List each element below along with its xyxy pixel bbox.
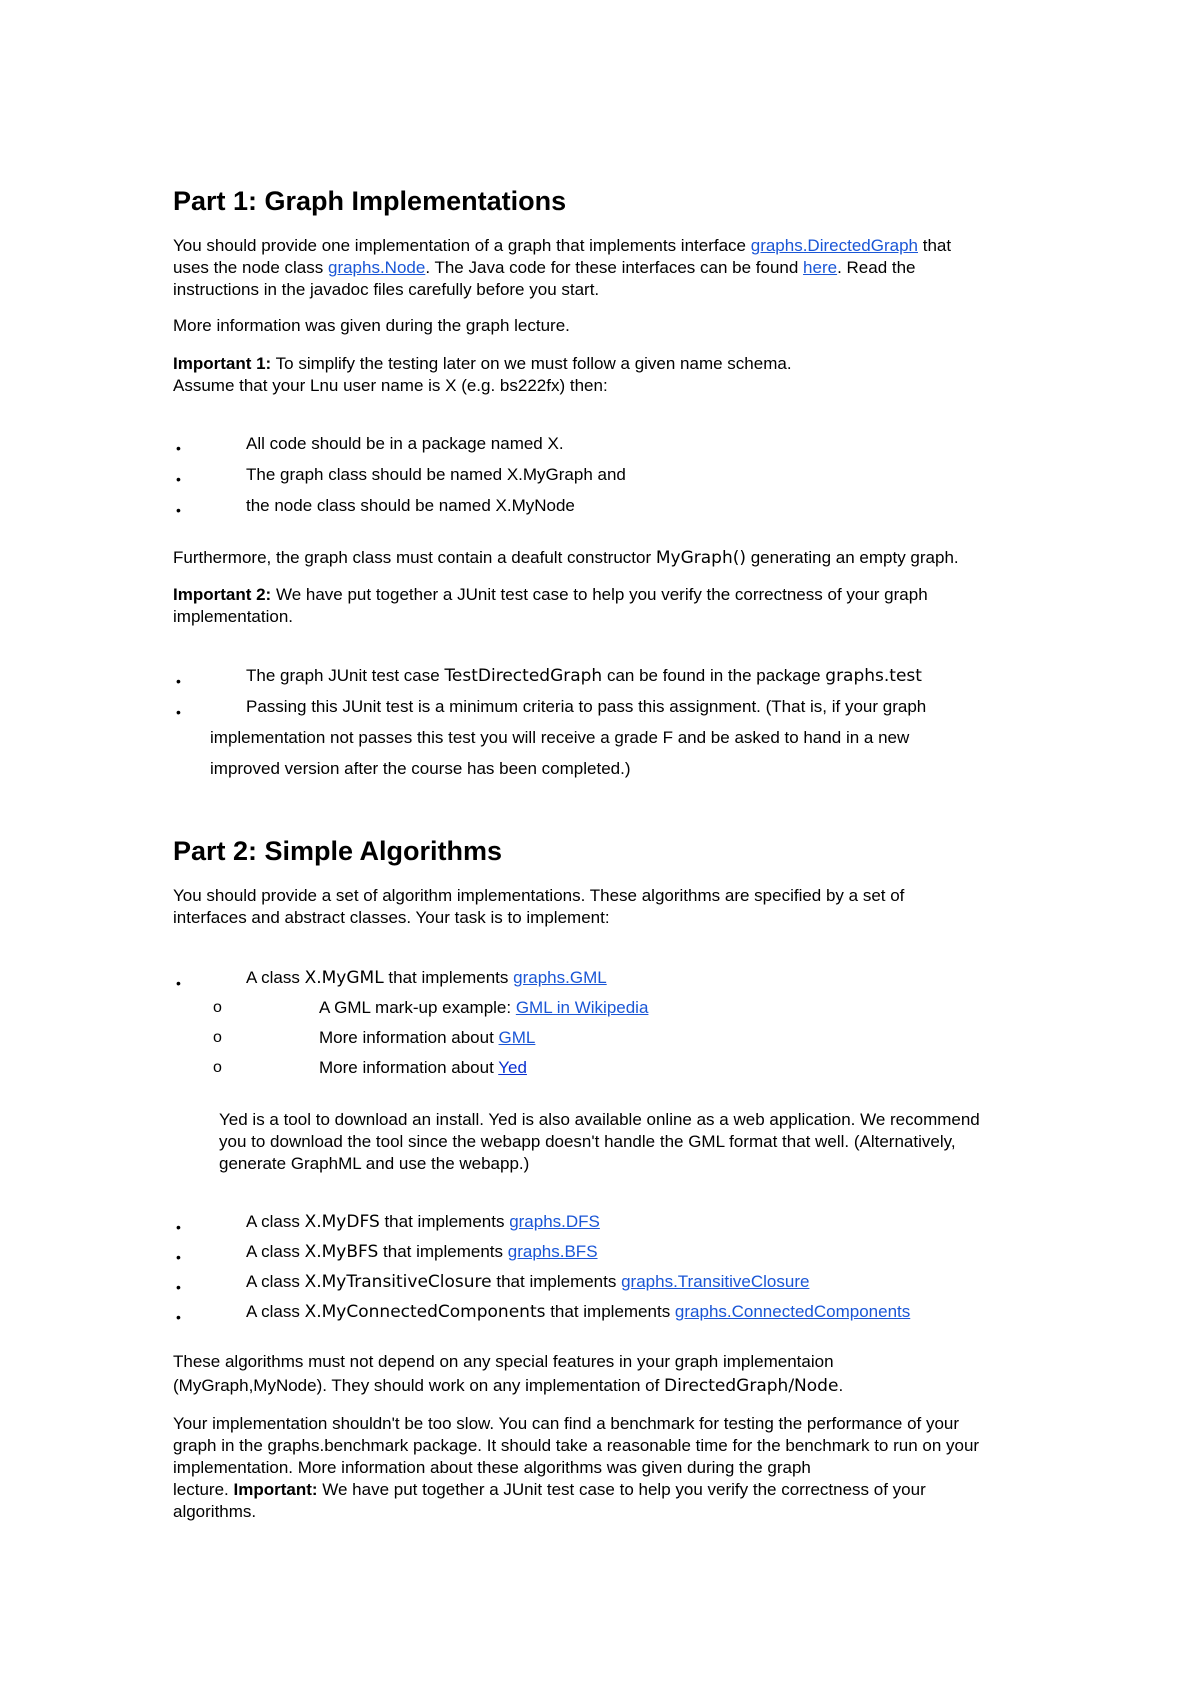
code-mygraph: MyGraph() [655, 548, 746, 568]
link-graphs-transitiveclosure[interactable]: graphs.TransitiveClosure [621, 1272, 810, 1291]
class-bullet-connected-components [246, 1302, 910, 1322]
text: that implements [378, 1242, 508, 1261]
junit-bullet-2-line2: implementation not passes this test you will receive a grade F and be asked to hand in a new [210, 728, 910, 747]
part1-p1-line3: instructions in the javadoc files carefully before you start. [173, 280, 600, 299]
text: A class [246, 1212, 305, 1231]
text: A class [246, 1302, 305, 1321]
text: More information about [319, 1028, 499, 1047]
class-bullet-bfs [246, 1242, 598, 1262]
text: . Read the [837, 258, 916, 277]
text: (MyGraph,MyNode). They should work on any implementation of [173, 1376, 665, 1395]
text: A class [246, 1272, 305, 1291]
depend-line2 [173, 1376, 843, 1396]
yed-paragraph-line2: you to download the tool since the webapp doesn't handle the GML format that well. (Alternatively, [219, 1132, 956, 1151]
junit-bullet-2-line3: improved version after the course has been completed.) [210, 759, 631, 778]
bullet: • [176, 704, 181, 720]
junit-bullet-1 [246, 666, 922, 686]
perf-line5: algorithms. [173, 1502, 257, 1521]
link-here[interactable]: here [803, 258, 838, 277]
text: . The Java code for these interfaces can be found [425, 258, 804, 277]
sub-item-gml-info [319, 1028, 535, 1048]
text: The graph JUnit test case [246, 666, 445, 685]
junit-bullet-2-line1: Passing this JUnit test is a minimum criteria to pass this assignment. (That is, if your graph [246, 697, 927, 716]
text: lecture. [173, 1480, 234, 1499]
text: generating an empty graph. [745, 548, 959, 567]
part1-p2: More information was given during the graph lecture. [173, 316, 570, 335]
circle-bullet: o [213, 999, 222, 1016]
part2-heading: Part 2: Simple Algorithms [173, 836, 503, 866]
code-testdirectedgraph: TestDirectedGraph [444, 666, 603, 686]
link-directedgraph[interactable]: graphs.DirectedGraph [750, 236, 918, 255]
furthermore-paragraph [173, 548, 959, 568]
code-mygml: X.MyGML [304, 968, 384, 988]
text: We have put together a JUnit test case to help you verify the correctness of your [317, 1480, 926, 1499]
code-mybfs: X.MyBFS [304, 1242, 379, 1262]
perf-line2: graph in the graphs.benchmark package. It should take a reasonable time for the benchmark to run on your [173, 1436, 980, 1455]
important1-line2: Assume that your Lnu user name is X (e.g. bs222fx) then: [173, 376, 608, 395]
class-bullet-dfs [246, 1212, 600, 1232]
important2-line1 [173, 585, 928, 605]
bullet1-item: All code should be in a package named X. [246, 434, 564, 453]
circle-bullet: o [213, 1059, 222, 1076]
code-mydfs: X.MyDFS [304, 1212, 380, 1232]
link-graphs-gml[interactable]: graphs.GML [513, 968, 607, 987]
sub-item-gml-example [319, 998, 648, 1018]
code-myconnectedcomponents: X.MyConnectedComponents [304, 1302, 546, 1322]
text: . [838, 1376, 844, 1395]
text: that implements [383, 968, 514, 987]
bullet1-item: The graph class should be named X.MyGraph and [246, 465, 626, 484]
text: that implements [545, 1302, 675, 1321]
bullet: • [176, 1309, 181, 1325]
important-label: Important: [233, 1480, 318, 1499]
part2-intro-line2: interfaces and abstract classes. Your task is to implement: [173, 908, 610, 927]
text: You should provide one implementation of a graph that implements interface [173, 236, 751, 255]
gml-bullet [246, 968, 607, 988]
text: More information about [319, 1058, 499, 1077]
yed-paragraph-line3: generate GraphML and use the webapp.) [219, 1154, 530, 1173]
sub-item-yed-info [319, 1058, 527, 1078]
perf-line1: Your implementation shouldn't be too slow. You can find a benchmark for testing the performance of your [173, 1414, 960, 1433]
link-graphs-bfs[interactable]: graphs.BFS [507, 1242, 598, 1261]
text: that [918, 236, 952, 255]
part1-heading: Part 1: Graph Implementations [173, 186, 567, 216]
part1-p1-line2 [173, 258, 916, 278]
perf-line4 [173, 1480, 926, 1500]
bullet: • [176, 1279, 181, 1295]
link-gml[interactable]: GML [498, 1028, 536, 1047]
text: uses the node class [173, 258, 328, 277]
text: that implements [491, 1272, 622, 1291]
bullet: • [176, 1249, 181, 1265]
important2-line2: implementation. [173, 607, 294, 626]
depend-line1: These algorithms must not depend on any special features in your graph implementaion [173, 1352, 834, 1371]
code-graphs-test: graphs.test [825, 666, 922, 686]
text: We have put together a JUnit test case to help you verify the correctness of your graph [271, 585, 928, 604]
text: can be found in the package [602, 666, 826, 685]
important1-label: Important 1: [173, 354, 272, 373]
bullet1-item: the node class should be named X.MyNode [246, 496, 575, 515]
part2-intro-line1: You should provide a set of algorithm implementations. These algorithms are specified by a set of [173, 886, 905, 905]
part1-p1-line1 [173, 236, 951, 256]
yed-paragraph-line1: Yed is a tool to download an install. Yed is also available online as a web application. We recommend [219, 1110, 980, 1129]
bullet: • [176, 975, 181, 991]
text: Furthermore, the graph class must contain a deafult constructor [173, 548, 656, 567]
text: A class [246, 968, 305, 987]
bullet: • [176, 1219, 181, 1235]
bullet: • [176, 502, 181, 518]
link-gml-wikipedia[interactable]: GML in Wikipedia [515, 998, 649, 1017]
code-mytransitiveclosure: X.MyTransitiveClosure [304, 1272, 492, 1292]
code-directedgraph-node: DirectedGraph/Node [664, 1376, 839, 1396]
circle-bullet: o [213, 1029, 222, 1046]
link-node[interactable]: graphs.Node [327, 258, 426, 277]
link-yed[interactable]: Yed [498, 1058, 527, 1077]
text: A class [246, 1242, 305, 1261]
link-graphs-dfs[interactable]: graphs.DFS [509, 1212, 600, 1231]
text: To simplify the testing later on we must follow a given name schema. [271, 354, 792, 373]
text: A GML mark-up example: [319, 998, 516, 1017]
important2-label: Important 2: [173, 585, 272, 604]
class-bullet-transitive-closure [246, 1272, 809, 1292]
text: that implements [379, 1212, 510, 1231]
perf-line3: implementation. More information about these algorithms was given during the graph [173, 1458, 811, 1477]
link-graphs-connectedcomponents[interactable]: graphs.ConnectedComponents [674, 1302, 911, 1321]
bullet: • [176, 471, 181, 487]
bullet: • [176, 440, 181, 456]
bullet: • [176, 673, 181, 689]
important1-line1 [173, 354, 792, 374]
